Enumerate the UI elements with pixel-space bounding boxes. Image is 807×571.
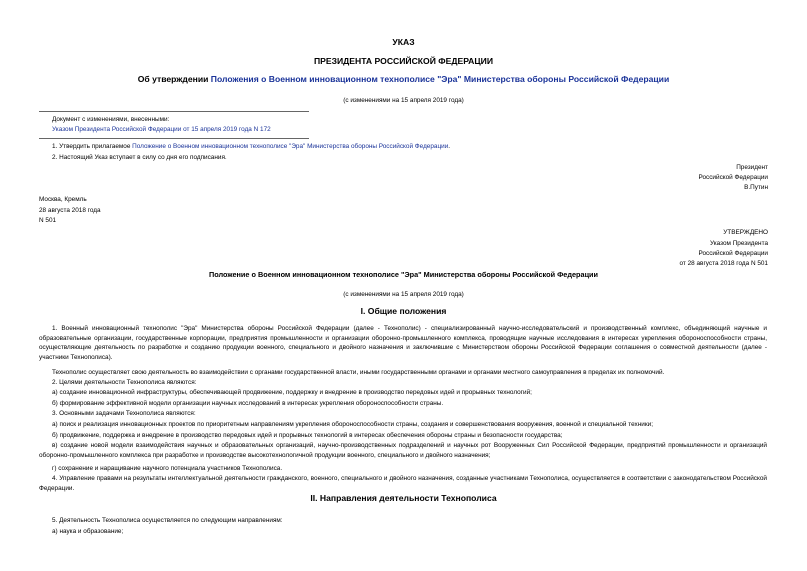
- paragraph-3b: б) продвижение, поддержка и внедрение в производство передовых идей и прорывных технологий в интересах обеспечения обороны страны и безопасности государства;: [52, 432, 563, 439]
- amending-decree-link[interactable]: Указом Президента Российской Федерации от 15 апреля 2019 года N 172: [52, 126, 271, 133]
- decree-number: N 501: [39, 217, 57, 224]
- changes-label: Документ с изменениями, внесенными:: [52, 116, 170, 123]
- decree-title-prefix: Об утверждении: [137, 74, 211, 84]
- regulation-title: Положение о Военном инновационном технополисе "Эра" Министерства обороны Российской Федерации: [208, 270, 599, 279]
- approved-stamp: УТВЕРЖДЕНО: [723, 229, 768, 236]
- decree-point-2: 2. Настоящий Указ вступает в силу со дня его подписания.: [52, 154, 227, 161]
- approved-by: Указом Президента: [709, 240, 768, 247]
- regulation-amended-note: (с изменениями на 15 апреля 2019 года): [343, 291, 464, 298]
- divider-top: [39, 111, 309, 112]
- section-2-heading: II. Направления деятельности Технополиса: [310, 493, 497, 503]
- paragraph-5: 5. Деятельность Технополиса осуществляется по следующим направлениям:: [52, 517, 283, 524]
- decree-point-1-suffix: .: [448, 143, 451, 150]
- paragraph-1: 1. Военный инновационный технополис "Эра" Министерства обороны Российской Федерации (далее - Технополис) - специализированный научно-исследовательский и производственный комплекс, объединяющий научные и образовательные организации, государственные корпорации, предприятия промышленности и организации оборонно-промышленного комплекса, проводящие научные исследования в интересах укрепления обороноспособности страны, осуществляющие деятельность по разработке и созданию продукции военного, специального и двойного назначения и заключившие с Министерством обороны Российской Федерации соглашения о совместной деятельности (далее - участники Технополиса).: [39, 325, 767, 362]
- paragraph-3c: в) создание новой модели взаимодействия научных и образовательных организаций, научно-производственных подразделений и научных рот Вооруженных Сил Российской Федерации, предприятий промышленности и организаций оборонно-промышленного комплекса при разработке и производстве высокотехнологичной продукции военного, специального и двойного назначения;: [39, 442, 767, 459]
- paragraph-4: 4. Управление правами на результаты интеллектуальной деятельности гражданского, военного, специального и двойного назначения, созданные участниками Технополиса, осуществляется в соответствии с законодательством Российской Федерации.: [39, 475, 767, 492]
- signature-name: В.Путин: [744, 184, 768, 191]
- paragraph-5a: а) наука и образование;: [52, 528, 124, 535]
- paragraph-2: 2. Целями деятельности Технополиса являются:: [52, 379, 197, 386]
- paragraph-2b: б) формирование эффективной модели организации научных исследований в интересах укрепления обороноспособности страны.: [52, 400, 444, 407]
- regulation-title-link[interactable]: Положения о Военном инновационном технополисе "Эра" Министерства обороны Российской Федерации: [210, 74, 670, 84]
- decree-type: УКАЗ: [392, 37, 415, 47]
- paragraph-2a: а) создание инновационной инфраструктуры, обеспечивающей продвижение, поддержку и внедрение в производство передовых идей и прорывных технологий;: [52, 389, 532, 396]
- paragraph-1b: Технополис осуществляет свою деятельность во взаимодействии с органами государственной власти, иными государственными органами и органами местного самоуправления в пределах их полномочий.: [52, 369, 665, 376]
- regulation-link[interactable]: Положение о Военном инновационном технополисе "Эра" Министерства обороны Российской Федерации: [132, 143, 449, 150]
- decree-issuer: ПРЕЗИДЕНТА РОССИЙСКОЙ ФЕДЕРАЦИИ: [313, 56, 494, 66]
- divider-bottom: [39, 138, 309, 139]
- paragraph-3d: г) сохранение и наращивание научного потенциала участников Технополиса.: [52, 465, 283, 472]
- decree-amended-note: (с изменениями на 15 апреля 2019 года): [343, 97, 464, 104]
- approved-country: Российской Федерации: [698, 250, 768, 257]
- approved-date: от 28 августа 2018 года N 501: [679, 260, 768, 267]
- decree-title: [0, 74, 807, 85]
- decree-point-1-prefix: 1. Утвердить прилагаемое: [52, 143, 133, 150]
- paragraph-3: 3. Основными задачами Технополиса являются:: [52, 410, 196, 417]
- signing-place: Москва, Кремль: [39, 196, 87, 203]
- signature-country: Российской Федерации: [698, 174, 768, 181]
- decree-point-1: [52, 142, 450, 152]
- paragraph-3a: а) поиск и реализация инновационных проектов по приоритетным направлениям укрепления обороноспособности страны, создания и совершенствования вооружения, военной и специальной техники;: [52, 421, 653, 428]
- signature-title: Президент: [736, 164, 768, 171]
- section-1-heading: I. Общие положения: [360, 306, 447, 316]
- signing-date: 28 августа 2018 года: [39, 207, 101, 214]
